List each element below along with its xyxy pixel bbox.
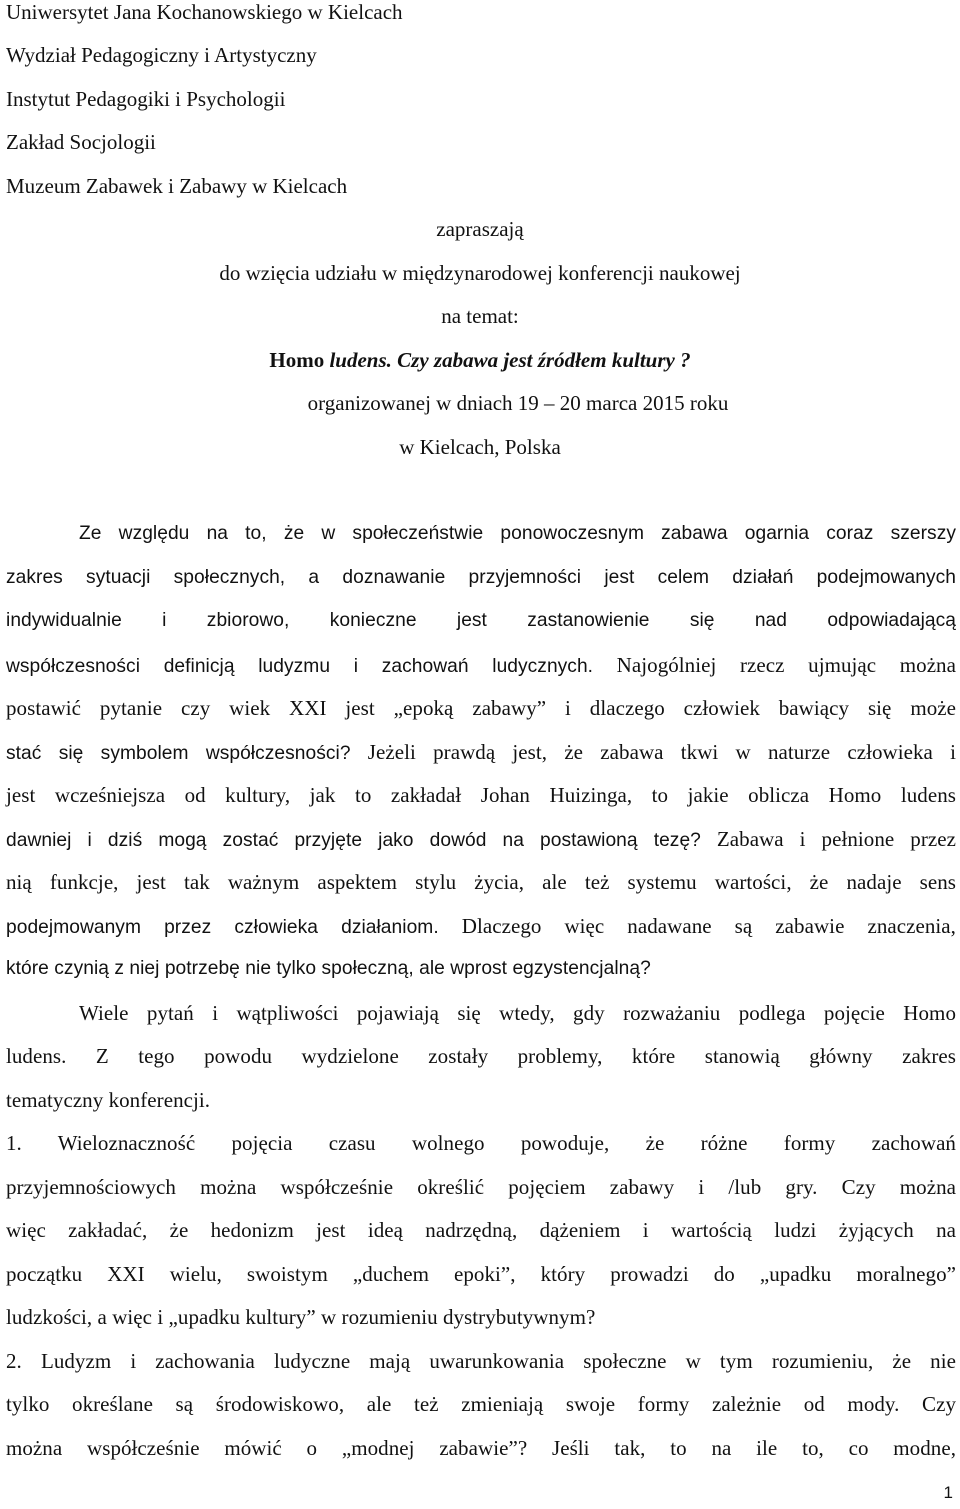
text-line bbox=[6, 742, 956, 763]
text-line: Ze względu na to, że w społeczeństwie ponowoczesnym zabawa ogarnia coraz szerszy bbox=[79, 523, 956, 544]
text-line: Wiele pytań i wątpliwości pojawiają się wtedy, gdy rozważaniu podlega pojęcie Homo bbox=[79, 1001, 956, 1025]
conference-title-plain: Homo bbox=[269, 348, 325, 372]
text-line bbox=[6, 655, 956, 676]
conference-place: w Kielcach, Polska bbox=[399, 435, 561, 459]
invitation-text: do wzięcia udziału w międzynarodowej konferencji naukowej bbox=[219, 261, 741, 285]
text-line: więc zakładać, że hedonizm jest ideą nadrzędną, dążeniem i wartością ludzi żyjących na bbox=[6, 1218, 956, 1242]
text-span: stać się symbolem współczesności? bbox=[6, 743, 351, 764]
text-line: jest wcześniejsza od kultury, jak to zakładał Johan Huizinga, to jakie oblicza Homo ludens bbox=[6, 783, 956, 807]
text-line: nią funkcje, jest tak ważnym aspektem stylu życia, ale też systemu wartości, że nadaje sens bbox=[6, 870, 956, 894]
text-line bbox=[6, 916, 956, 937]
text-line bbox=[6, 829, 956, 850]
text-span: Dlaczego więc nadawane są zabawie znaczenia, bbox=[438, 914, 956, 938]
text-line: 2. Ludyzm i zachowania ludyczne mają uwarunkowania społeczne w tym rozumieniu, że nie bbox=[6, 1349, 956, 1373]
text-line: indywidualnie i zbiorowo, konieczne jest zastanowienie się nad odpowiadającą bbox=[6, 610, 956, 631]
text-line: początku XXI wielu, swoistym „duchem epoki”, który prowadzi do „upadku moralnego” bbox=[6, 1262, 956, 1286]
institute-name: Instytut Pedagogiki i Psychologii bbox=[6, 87, 286, 111]
text-span: przyjemnościowych można współcześnie określić pojęciem zabawy i /lub gry. bbox=[6, 1175, 818, 1199]
university-name: Uniwersytet Jana Kochanowskiego w Kielcach bbox=[6, 0, 403, 24]
conference-title-italic: ludens. Czy zabawa jest źródłem kultury ? bbox=[324, 348, 691, 372]
text-line: ludens. Z tego powodu wydzielone zostały problemy, które stanowią główny zakres bbox=[6, 1044, 956, 1068]
text-span: Najogólniej rzecz ujmując można bbox=[593, 653, 956, 677]
text-line: tylko określane są środowiskowo, ale też zmieniają swoje formy zależnie od mody. Czy bbox=[6, 1392, 956, 1416]
text-line: tematyczny konferencji. bbox=[6, 1088, 211, 1112]
text-line: zakres sytuacji społecznych, a doznawanie przyjemności jest celem działań podejmowanych bbox=[6, 567, 956, 588]
museum-name: Muzeum Zabawek i Zabawy w Kielcach bbox=[6, 174, 348, 198]
topic-label: na temat: bbox=[441, 304, 519, 328]
text-line: można współcześnie mówić o „modnej zabawie”? Jeśli tak, to na ile to, co modne, bbox=[6, 1436, 956, 1460]
text-span: Czy można bbox=[817, 1175, 956, 1199]
conference-title bbox=[0, 350, 960, 371]
text-line: 1. Wieloznaczność pojęcia czasu wolnego powoduje, że różne formy zachowań bbox=[6, 1131, 956, 1155]
text-span: Zabawa i pełnione przez bbox=[700, 827, 956, 851]
text-line: które czynią z niej potrzebę nie tylko społeczną, ale wprost egzystencjalną? bbox=[6, 958, 651, 979]
text-span: współczesności definicją ludyzmu i zachowań ludycznych. bbox=[6, 656, 594, 677]
text-line bbox=[6, 1177, 956, 1198]
text-line: postawić pytanie czy wiek XXI jest „epoką zabawy” i dlaczego człowiek bawiący się może bbox=[6, 696, 956, 720]
text-span: dawniej i dziś mogą zostać przyjęte jako dowód na postawioną tezę? bbox=[6, 830, 701, 851]
invitation-verb: zapraszają bbox=[436, 217, 524, 241]
text-line: ludzkości, a więc i „upadku kultury” w rozumieniu dystrybutywnym? bbox=[6, 1305, 596, 1329]
faculty-name: Wydział Pedagogiczny i Artystyczny bbox=[6, 43, 317, 67]
text-span: podejmowanym przez człowieka działaniom. bbox=[6, 917, 439, 938]
page-number: 1 bbox=[943, 1483, 953, 1502]
department-name: Zakład Socjologii bbox=[6, 130, 156, 154]
conference-dates: organizowanej w dniach 19 – 20 marca 2015 roku bbox=[307, 391, 729, 415]
text-span: Jeżeli prawdą jest, że zabawa tkwi w naturze człowieka i bbox=[350, 740, 956, 764]
